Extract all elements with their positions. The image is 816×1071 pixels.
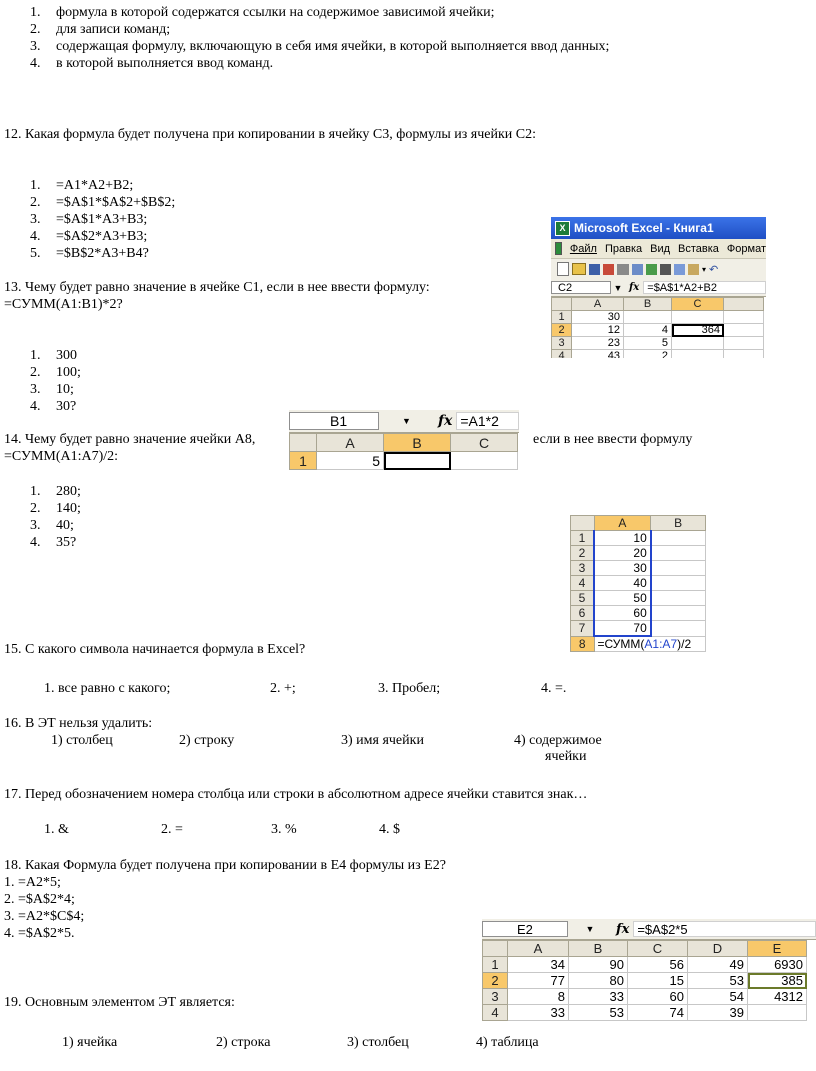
- column-header[interactable]: A: [594, 516, 651, 531]
- cell[interactable]: 60: [628, 989, 688, 1005]
- row-header[interactable]: 2: [552, 324, 572, 337]
- q15-question: 15. С какого символа начинается формула в Excel?: [4, 642, 306, 657]
- list-number: 1.: [30, 178, 41, 193]
- row-header[interactable]: 3: [552, 337, 572, 350]
- column-header[interactable]: B: [624, 298, 672, 311]
- q11-option: содержащая формулу, включающую в себя имя ячейки, в которой выполняется ввод данных;: [56, 39, 610, 54]
- active-cell[interactable]: 364: [672, 324, 724, 337]
- paste-icon[interactable]: [688, 264, 699, 275]
- cell[interactable]: 80: [569, 973, 628, 989]
- formula-bar: [482, 919, 816, 940]
- spreadsheet-grid: [289, 433, 518, 470]
- q12-question: 12. Какая формула будет получена при копировании в ячейку С3, формулы из ячейки С2:: [4, 127, 536, 142]
- chevron-down-icon[interactable]: ▾: [702, 264, 707, 274]
- q18-option: 2. =$A$2*4;: [4, 892, 75, 907]
- chevron-down-icon[interactable]: ▼: [613, 282, 623, 293]
- row-header[interactable]: 7: [571, 621, 595, 637]
- cell[interactable]: [724, 350, 764, 359]
- q12-option: =$A$1*$A$2+$B$2;: [56, 195, 176, 210]
- cell[interactable]: [624, 311, 672, 324]
- formula-input[interactable]: =A1*2: [456, 412, 519, 430]
- list-number: 4.: [30, 229, 41, 244]
- cell[interactable]: 4312: [748, 989, 807, 1005]
- cell[interactable]: 5: [624, 337, 672, 350]
- column-header[interactable]: [724, 298, 764, 311]
- column-header[interactable]: B: [651, 516, 706, 531]
- q19-question: 19. Основным элементом ЭТ является:: [4, 995, 235, 1010]
- column-header[interactable]: A: [317, 434, 384, 452]
- q15-option: 3. Пробел;: [378, 681, 441, 696]
- cell[interactable]: [748, 1005, 807, 1021]
- column-header[interactable]: C: [672, 298, 724, 311]
- menu-file[interactable]: Файл: [569, 242, 597, 255]
- q16-option: 1) столбец: [51, 733, 113, 748]
- formula-input[interactable]: =$A$1*A2+B2: [643, 281, 766, 294]
- cell[interactable]: [724, 311, 764, 324]
- list-number: 3.: [30, 39, 41, 54]
- cell[interactable]: [651, 591, 706, 606]
- row-header[interactable]: 5: [571, 591, 595, 606]
- row-header[interactable]: 1: [483, 957, 508, 973]
- preview-icon[interactable]: [632, 264, 643, 275]
- q15-option: 2. +;: [270, 681, 296, 696]
- cell[interactable]: 90: [569, 957, 628, 973]
- name-box[interactable]: B1: [289, 412, 379, 430]
- chevron-down-icon[interactable]: ▼: [585, 924, 595, 934]
- cell[interactable]: [651, 531, 706, 546]
- spreadsheet-grid: [551, 297, 764, 358]
- q12-option: =$A$1*A3+B3;: [56, 212, 148, 227]
- q16-option-cont: ячейки: [545, 749, 587, 764]
- save-icon[interactable]: [589, 264, 600, 275]
- q15-option: 1. все равно с какого;: [44, 681, 171, 696]
- q11-option: для записи команд;: [56, 22, 171, 37]
- cell[interactable]: 53: [688, 973, 748, 989]
- q17-option: 2. =: [161, 822, 183, 837]
- window-title: Microsoft Excel - Книга1: [574, 221, 714, 235]
- excel-snippet-2: [289, 410, 519, 472]
- cell[interactable]: 12: [572, 324, 624, 337]
- row-header[interactable]: 8: [571, 636, 595, 652]
- title-bar: [551, 217, 766, 239]
- column-header[interactable]: C: [451, 434, 518, 452]
- cell[interactable]: 15: [628, 973, 688, 989]
- undo-icon[interactable]: ↶: [709, 263, 719, 276]
- cell[interactable]: 60: [594, 606, 651, 621]
- fx-icon[interactable]: fx: [616, 921, 630, 937]
- cell[interactable]: 40: [594, 576, 651, 591]
- formula-text: =СУММ(: [597, 637, 645, 651]
- q14-option: 280;: [56, 484, 81, 499]
- cell[interactable]: 5: [317, 452, 384, 470]
- cell[interactable]: 30: [572, 311, 624, 324]
- cell[interactable]: 43: [572, 350, 624, 359]
- list-number: 2.: [30, 501, 41, 516]
- list-number: 4.: [30, 399, 41, 414]
- spreadsheet-grid: [570, 515, 706, 652]
- spelling-icon[interactable]: [646, 264, 657, 275]
- cell[interactable]: 70: [594, 621, 651, 637]
- active-cell[interactable]: [384, 452, 451, 470]
- name-box[interactable]: C2: [551, 281, 611, 294]
- q14-question-end: если в нее ввести формулу: [533, 432, 693, 447]
- q19-option: 1) ячейка: [62, 1035, 118, 1050]
- row-header[interactable]: 4: [552, 350, 572, 359]
- formula-bar: [289, 410, 519, 433]
- cell[interactable]: 74: [628, 1005, 688, 1021]
- cell[interactable]: 10: [594, 531, 651, 546]
- toolbar: [551, 258, 766, 279]
- row-header[interactable]: 1: [552, 311, 572, 324]
- excel-snippet-4: [482, 919, 816, 1025]
- q14-option: 40;: [56, 518, 74, 533]
- cell[interactable]: 39: [688, 1005, 748, 1021]
- cell[interactable]: 23: [572, 337, 624, 350]
- q16-option: 3) имя ячейки: [341, 733, 424, 748]
- cell[interactable]: 53: [569, 1005, 628, 1021]
- q13-question: 13. Чему будет равно значение в ячейке С1, если в нее ввести формулу:: [4, 280, 430, 295]
- column-header[interactable]: C: [628, 941, 688, 957]
- cell[interactable]: 33: [569, 989, 628, 1005]
- q13-formula: =СУММ(А1:В1)*2?: [4, 297, 123, 312]
- list-number: 4.: [30, 535, 41, 550]
- row-header[interactable]: 4: [571, 576, 595, 591]
- print-icon[interactable]: [617, 264, 629, 275]
- q12-option: =$A$2*A3+B3;: [56, 229, 148, 244]
- cell[interactable]: 30: [594, 561, 651, 576]
- row-header[interactable]: 2: [483, 973, 508, 989]
- cut-icon[interactable]: [660, 264, 671, 275]
- spreadsheet-grid: [482, 940, 807, 1021]
- list-number: 2.: [30, 22, 41, 37]
- q17-question: 17. Перед обозначением номера столбца или строки в абсолютном адресе ячейки ставится знак…: [4, 787, 588, 802]
- column-header[interactable]: A: [572, 298, 624, 311]
- q18-option: 3. =A2*$C$4;: [4, 909, 85, 924]
- menu-edit[interactable]: Правка: [604, 242, 643, 255]
- q17-option: 1. &: [44, 822, 69, 837]
- menu-view[interactable]: Вид: [650, 242, 671, 255]
- cell[interactable]: 56: [628, 957, 688, 973]
- excel-window-1: [551, 217, 766, 358]
- formula-range-ref: A1:A7: [644, 637, 678, 651]
- cell[interactable]: 34: [508, 957, 569, 973]
- fx-icon[interactable]: fx: [438, 413, 453, 429]
- q14-question: 14. Чему будет равно значение ячейки А8,: [4, 432, 256, 447]
- active-cell[interactable]: [594, 636, 705, 652]
- q12-option: =A1*A2+B2;: [56, 178, 134, 193]
- q14-option: 35?: [56, 535, 77, 550]
- cell[interactable]: 50: [594, 591, 651, 606]
- formula-bar: [551, 279, 766, 297]
- open-icon[interactable]: [572, 263, 586, 275]
- q19-option: 4) таблица: [476, 1035, 539, 1050]
- column-header[interactable]: A: [508, 941, 569, 957]
- q18-option: 4. =$A$2*5.: [4, 926, 75, 941]
- q19-option: 3) столбец: [347, 1035, 409, 1050]
- q17-option: 4. $: [379, 822, 400, 837]
- q13-option: 300: [56, 348, 77, 363]
- cell[interactable]: [651, 606, 706, 621]
- cell[interactable]: 33: [508, 1005, 569, 1021]
- cell[interactable]: [651, 576, 706, 591]
- q13-option: 100;: [56, 365, 81, 380]
- row-header[interactable]: 1: [290, 452, 317, 470]
- list-number: 2.: [30, 365, 41, 380]
- row-header[interactable]: 4: [483, 1005, 508, 1021]
- formula-text: )/2: [677, 637, 692, 651]
- name-box[interactable]: E2: [482, 921, 568, 937]
- active-cell[interactable]: 385: [748, 973, 807, 989]
- cell[interactable]: [724, 337, 764, 350]
- q18-option: 1. =A2*5;: [4, 875, 61, 890]
- column-header[interactable]: D: [688, 941, 748, 957]
- grid-corner[interactable]: [552, 298, 572, 311]
- copy-icon[interactable]: [674, 264, 685, 275]
- q11-option: формула в которой содержатся ссылки на содержимое зависимой ячейки;: [56, 5, 495, 20]
- cell[interactable]: [651, 561, 706, 576]
- cell[interactable]: [672, 350, 724, 359]
- list-number: 5.: [30, 246, 41, 261]
- q15-option: 4. =.: [541, 681, 567, 696]
- q18-question: 18. Какая Формула будет получена при копировании в Е4 формулы из Е2?: [4, 858, 446, 873]
- grid-corner[interactable]: [483, 941, 508, 957]
- cell[interactable]: 77: [508, 973, 569, 989]
- q11-option: в которой выполняется ввод команд.: [56, 56, 274, 71]
- cell[interactable]: 6930: [748, 957, 807, 973]
- excel-logo-icon: X: [555, 221, 570, 236]
- row-header[interactable]: 6: [571, 606, 595, 621]
- cell[interactable]: 4: [624, 324, 672, 337]
- permission-icon[interactable]: [603, 264, 614, 275]
- row-header[interactable]: 3: [483, 989, 508, 1005]
- cell[interactable]: [672, 311, 724, 324]
- excel-snippet-3: [570, 515, 706, 657]
- q16-option: 2) строку: [179, 733, 235, 748]
- q14-formula: =СУММ(А1:А7)/2:: [4, 449, 119, 464]
- cell[interactable]: 54: [688, 989, 748, 1005]
- cell[interactable]: 2: [624, 350, 672, 359]
- grid-corner[interactable]: [571, 516, 595, 531]
- row-header[interactable]: 1: [571, 531, 595, 546]
- column-header[interactable]: B: [569, 941, 628, 957]
- cell[interactable]: [451, 452, 518, 470]
- cell[interactable]: [724, 324, 764, 337]
- q16-option: 4) содержимое: [514, 733, 602, 748]
- list-number: 3.: [30, 382, 41, 397]
- list-number: 2.: [30, 195, 41, 210]
- list-number: 1.: [30, 5, 41, 20]
- list-number: 1.: [30, 348, 41, 363]
- q19-option: 2) строка: [216, 1035, 271, 1050]
- cell[interactable]: [672, 337, 724, 350]
- q16-question: 16. В ЭТ нельзя удалить:: [4, 716, 153, 731]
- cell[interactable]: 49: [688, 957, 748, 973]
- row-header[interactable]: 3: [571, 561, 595, 576]
- cell[interactable]: 20: [594, 546, 651, 561]
- q14-option: 140;: [56, 501, 81, 516]
- workbook-icon: [555, 242, 562, 255]
- column-header[interactable]: B: [384, 434, 451, 452]
- menu-format[interactable]: Формат: [726, 242, 766, 255]
- column-header[interactable]: E: [748, 941, 807, 957]
- list-number: 3.: [30, 518, 41, 533]
- formula-input[interactable]: =$A$2*5: [633, 921, 816, 937]
- list-number: 3.: [30, 212, 41, 227]
- row-header[interactable]: 2: [571, 546, 595, 561]
- menu-bar: [551, 239, 766, 258]
- q13-option: 30?: [56, 399, 77, 414]
- chevron-down-icon[interactable]: ▼: [402, 416, 411, 426]
- new-icon[interactable]: [557, 262, 569, 276]
- list-number: 4.: [30, 56, 41, 71]
- q13-option: 10;: [56, 382, 74, 397]
- q17-option: 3. %: [271, 822, 297, 837]
- grid-corner[interactable]: [290, 434, 317, 452]
- list-number: 1.: [30, 484, 41, 499]
- fx-icon[interactable]: fx: [629, 282, 640, 293]
- q12-option: =$B$2*A3+B4?: [56, 246, 149, 261]
- cell[interactable]: 8: [508, 989, 569, 1005]
- cell[interactable]: [651, 546, 706, 561]
- cell[interactable]: [651, 621, 706, 637]
- menu-insert[interactable]: Вставка: [678, 242, 719, 255]
